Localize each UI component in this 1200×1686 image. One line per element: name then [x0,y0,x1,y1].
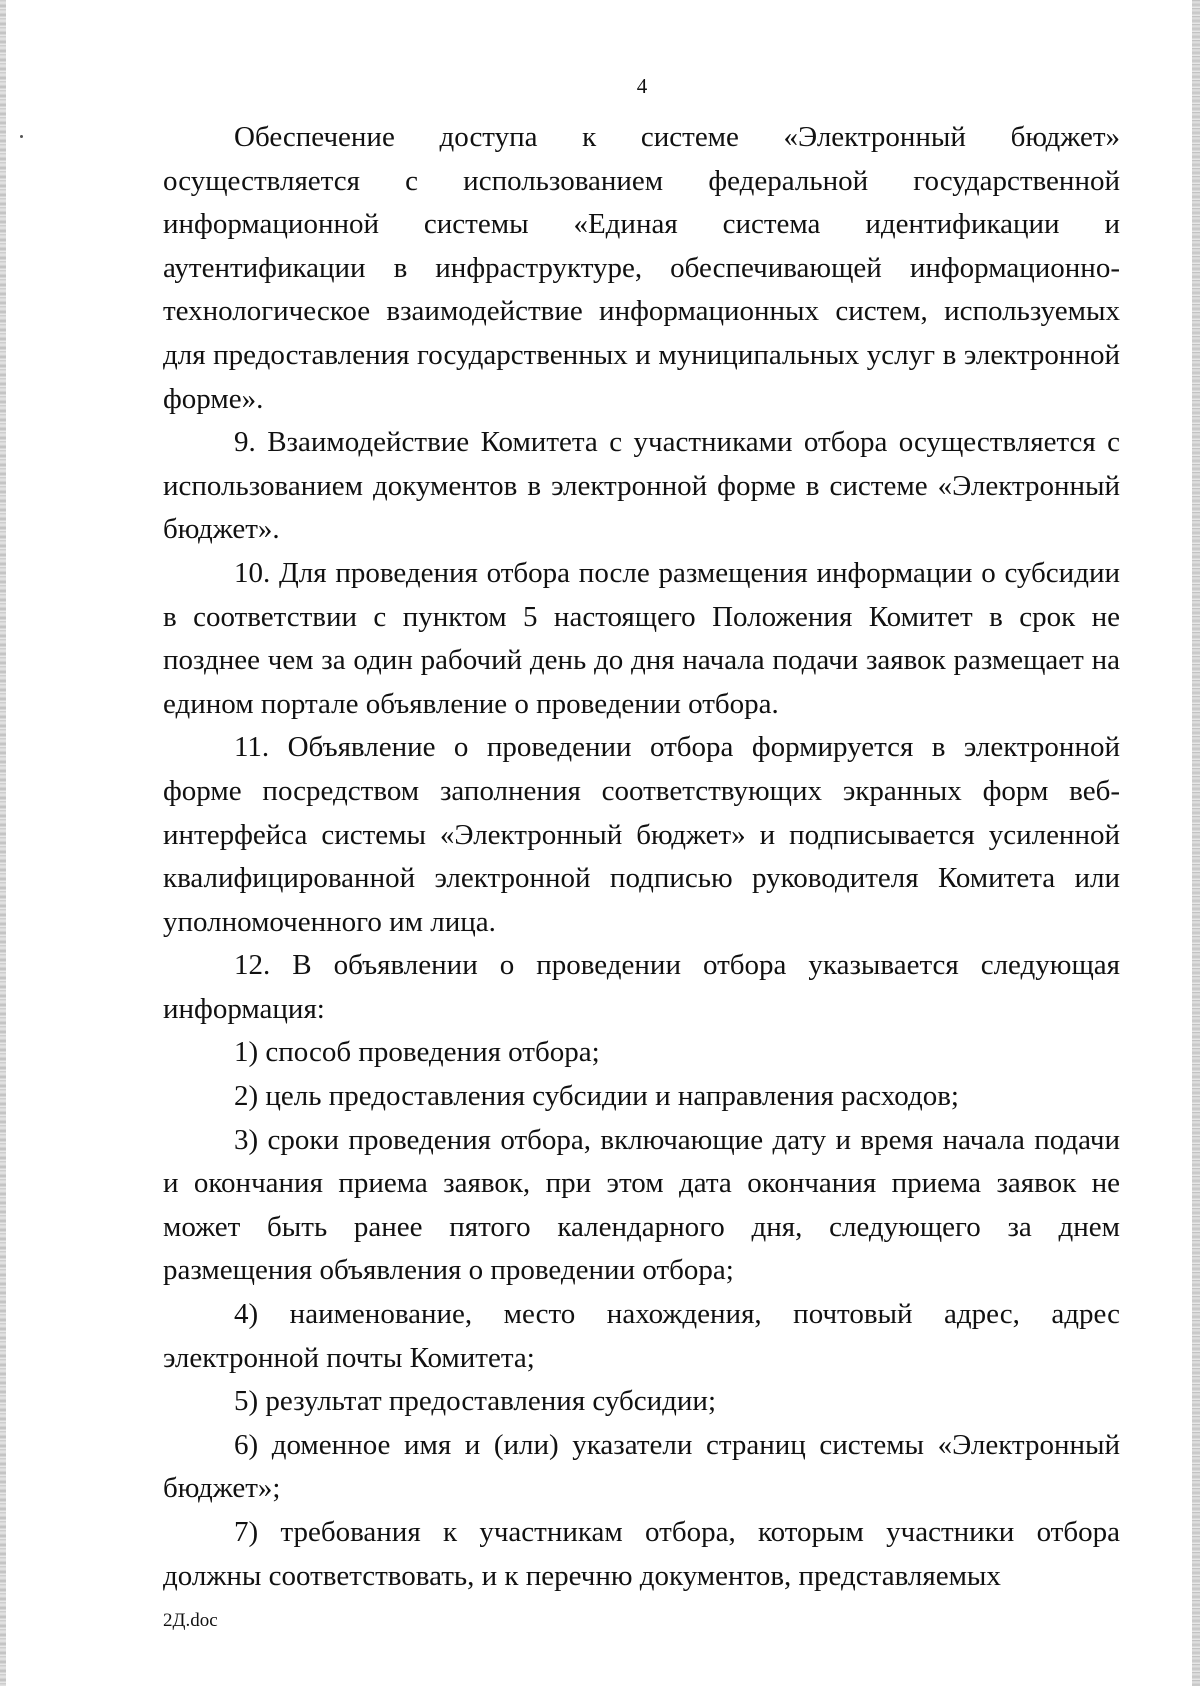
list-item-3: 3) сроки проведения отбора, включающие дату и время начала подачи и окончания приема заявок, при этом дата окончания приема заявок не может быть ранее пятого календарного дня, следующего за днем размещения объявления о проведении отбора; [163,1123,1120,1287]
list-item-6: 6) доменное имя и (или) указатели страниц системы «Электронный бюджет»; [163,1428,1120,1505]
scan-edge-left [0,0,6,1686]
paragraph-12: 12. В объявлении о проведении отбора указывается следующая информация: [163,949,1120,1025]
list-item-2: 2) цель предоставления субсидии и направления расходов; [234,1080,959,1113]
document-body [163,116,1120,1598]
list-item-7: 7) требования к участникам отбора, которым участники отбора должны соответствовать, и к перечню документов, представляемых [163,1516,1120,1592]
scan-speck [20,135,23,138]
list-item-4: 4) наименование, место нахождения, почтовый адрес, адрес электронной почты Комитета; [163,1298,1120,1374]
paragraph-9: 9. Взаимодействие Комитета с участниками отбора осуществляется с использованием документов в электронной форме в системе «Электронный бюджет». [163,426,1120,546]
page-number: 4 [636,74,648,98]
scan-edge-right [1192,0,1200,1686]
paragraph-11: 11. Объявление о проведении отбора формируется в электронной форме посредством заполнения соответствующих экранных форм веб-интерфейса системы «Электронный бюджет» и подписывается усиленной квалифицированной электронной подписью руководителя Комитета или уполномоченного им лица. [163,731,1120,938]
footer-filename: 2Д.doc [163,1610,218,1631]
paragraph-10: 10. Для проведения отбора после размещения информации о субсидии в соответствии с пунктом 5 настоящего Положения Комитет в срок не позднее чем за один рабочий день до дня начала подачи заявок размещает на едином портале объявление о проведении отбора. [163,556,1120,720]
list-item-1: 1) способ проведения отбора; [234,1036,600,1069]
list-item-5: 5) результат предоставления субсидии; [234,1385,717,1418]
paragraph-access: Обеспечение доступа к системе «Электронный бюджет» осуществляется с использованием федеральной государственной информационной системы «Единая система идентификации и аутентификации в инфраструктуре, обеспечивающей информационно-технологическое взаимодействие информационных систем, используемых для предоставления государственных и муниципальных услуг в электронной форме». [163,121,1120,415]
